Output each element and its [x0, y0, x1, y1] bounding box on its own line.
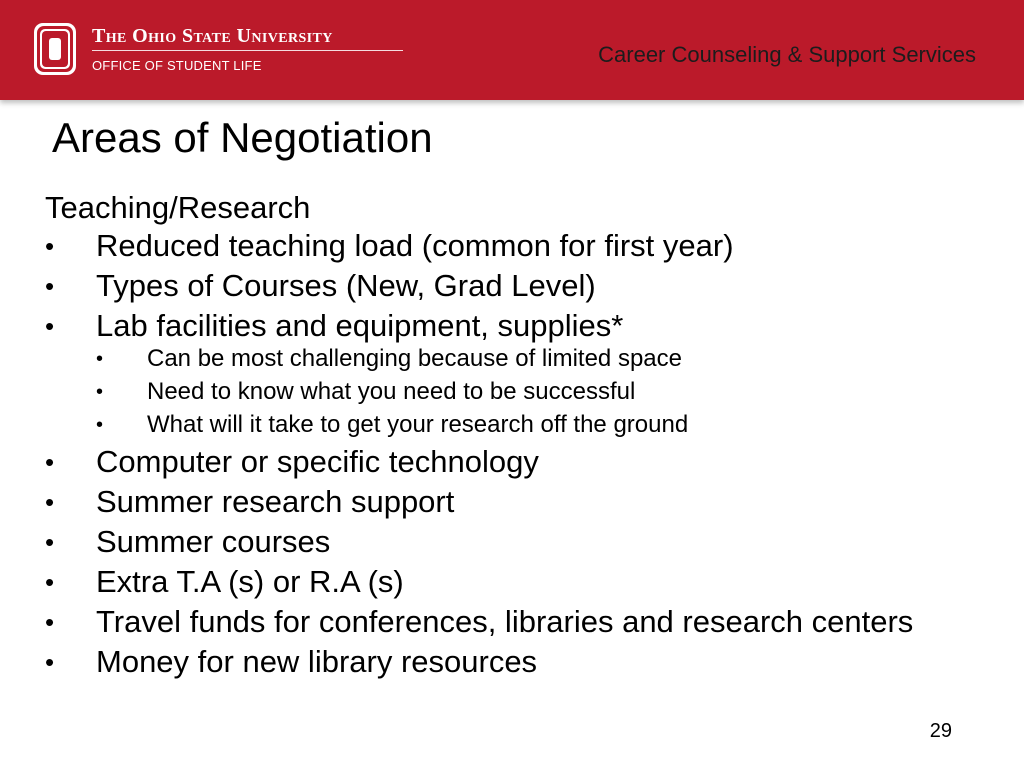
sub-list-item	[45, 378, 945, 406]
list-item	[45, 229, 945, 263]
header-divider	[92, 50, 403, 51]
sub-list-item	[45, 411, 945, 439]
list-item-text: Travel funds for conferences, libraries and research centers	[96, 604, 914, 639]
bullet-icon: •	[45, 231, 55, 261]
bullet-icon: •	[45, 487, 55, 517]
list-item-text: Lab facilities and equipment, supplies*	[96, 308, 624, 343]
list-item-text: Types of Courses (New, Grad Level)	[96, 268, 596, 303]
department-name: Career Counseling & Support Services	[598, 42, 976, 67]
header-banner	[0, 0, 1024, 100]
sub-list-item-text: What will it take to get your research off the ground	[147, 411, 689, 438]
bullet-icon: •	[45, 447, 55, 477]
list-item-text: Summer courses	[96, 524, 331, 559]
list-item	[45, 309, 945, 439]
bullet-icon: •	[45, 527, 55, 557]
bullet-icon: •	[45, 607, 55, 637]
sub-list-item-text: Can be most challenging because of limited space	[147, 345, 682, 372]
bullet-list	[45, 229, 945, 679]
list-item-text: Summer research support	[96, 484, 455, 519]
list-item-text: Money for new library resources	[96, 644, 538, 679]
slide-title: Areas of Negotiation	[52, 114, 433, 161]
list-item	[45, 565, 945, 599]
office-name: OFFICE OF STUDENT LIFE	[92, 58, 262, 73]
sub-bullet-list	[45, 345, 945, 439]
list-item	[45, 605, 945, 639]
list-item	[45, 525, 945, 559]
sub-list-item	[45, 345, 945, 373]
bullet-icon: •	[45, 271, 55, 301]
bullet-icon: •	[45, 567, 55, 597]
page-number: 29	[929, 720, 952, 742]
list-item	[45, 485, 945, 519]
block-o-logo-icon	[33, 22, 77, 76]
bullet-icon: •	[45, 647, 55, 677]
slide-content	[45, 190, 945, 685]
sub-bullet-icon: •	[96, 381, 104, 403]
list-item	[45, 269, 945, 303]
bullet-icon: •	[45, 311, 55, 341]
list-item-text: Reduced teaching load (common for first year)	[96, 228, 734, 263]
list-item	[45, 445, 945, 479]
sub-bullet-icon: •	[96, 414, 104, 436]
sub-bullet-icon: •	[96, 348, 104, 370]
section-heading: Teaching/Research	[45, 190, 311, 225]
list-item-text: Extra T.A (s) or R.A (s)	[96, 564, 404, 599]
sub-list-item-text: Need to know what you need to be successful	[147, 378, 636, 405]
university-name: The Ohio State University	[92, 25, 333, 47]
list-item	[45, 645, 945, 679]
list-item-text: Computer or specific technology	[96, 444, 539, 479]
